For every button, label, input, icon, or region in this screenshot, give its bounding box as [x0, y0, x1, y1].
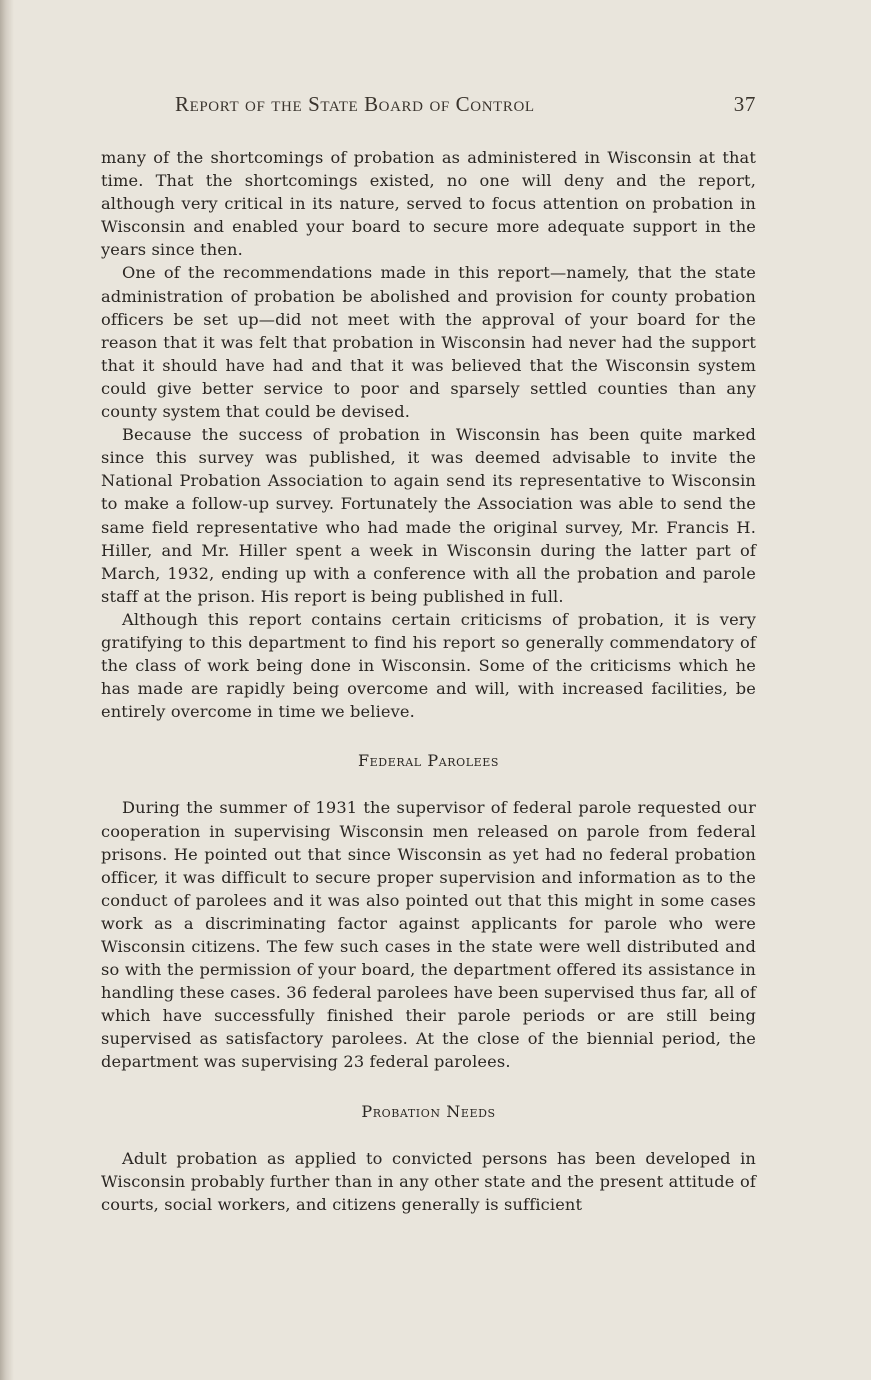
binding-edge [0, 0, 14, 1380]
body-text [101, 146, 756, 1216]
paragraph: Adult probation as applied to convicted persons has been developed in Wisconsin probably further than in any other state and the present attitude of courts, social workers, and citizens generally is sufficient [101, 1148, 756, 1214]
paragraph: Although this report contains certain criticisms of probation, it is very gratifying to this department to find his report so generally commendatory of the class of work being done in Wisconsin. Some of the criticisms which he has made are rapidly being overcome and will, with increased facilities, be entirely overcome in time we believe. [101, 609, 756, 722]
paragraph: many of the shortcomings of probation as administered in Wisconsin at that time. That the shortcomings existed, no one will deny and the report, although very critical in its nature, served to focus attention on probation in Wisconsin and enabled your board to secure more adequate support in the years since then. [101, 148, 756, 260]
paragraph: One of the recommendations made in this report—namely, that the state administration of probation be abolished and provision for county probation officers be set up—did not meet with the approval of your board for the reason that it was felt that probation in Wisconsin had never had the support that it should have had and that it was believed that the Wisconsin system could give better service to poor and sparsely settled counties than any county system that could be devised. [101, 263, 756, 422]
section-heading-federal-parolees: Federal Parolees [357, 751, 500, 771]
paragraph: Because the success of probation in Wisconsin has been quite marked since this survey was published, it was deemed advisable to invite the National Probation Association to again send its representative to Wisconsin to make a follow-up survey. Fortunately the Association was able to send the same field representative who had made the original survey, Mr. Francis H. Hiller, and Mr. Hiller spent a week in Wisconsin during the latter part of March, 1932, ending up with a conference with all the probation and parole staff at the prison. His report is being published in full. [101, 425, 756, 606]
section-heading-probation-needs: Probation Needs [361, 1101, 496, 1121]
paragraph: During the summer of 1931 the supervisor of federal parole requested our cooperation in supervising Wisconsin men released on parole from federal prisons. He pointed out that since Wisconsin as yet had no federal probation officer, it was difficult to secure proper supervision and information as to the conduct of parolees and it was also pointed out that this might in some cases work as a discriminating factor against applicants for parole who were Wisconsin citizens. The few such cases in the state were well distributed and so with the permission of your board, the department offered its assistance in handling these cases. 36 federal parolees have been supervised thus far, all of which have successfully finished their parole periods or are still being supervised as satisfactory parolees. At the close of the biennial period, the department was supervising 23 federal parolees. [101, 798, 756, 1072]
page-number: 37 [733, 92, 756, 116]
book-page [101, 90, 756, 1216]
running-title: Report of the State Board of Control [175, 92, 535, 116]
running-head [101, 90, 756, 120]
